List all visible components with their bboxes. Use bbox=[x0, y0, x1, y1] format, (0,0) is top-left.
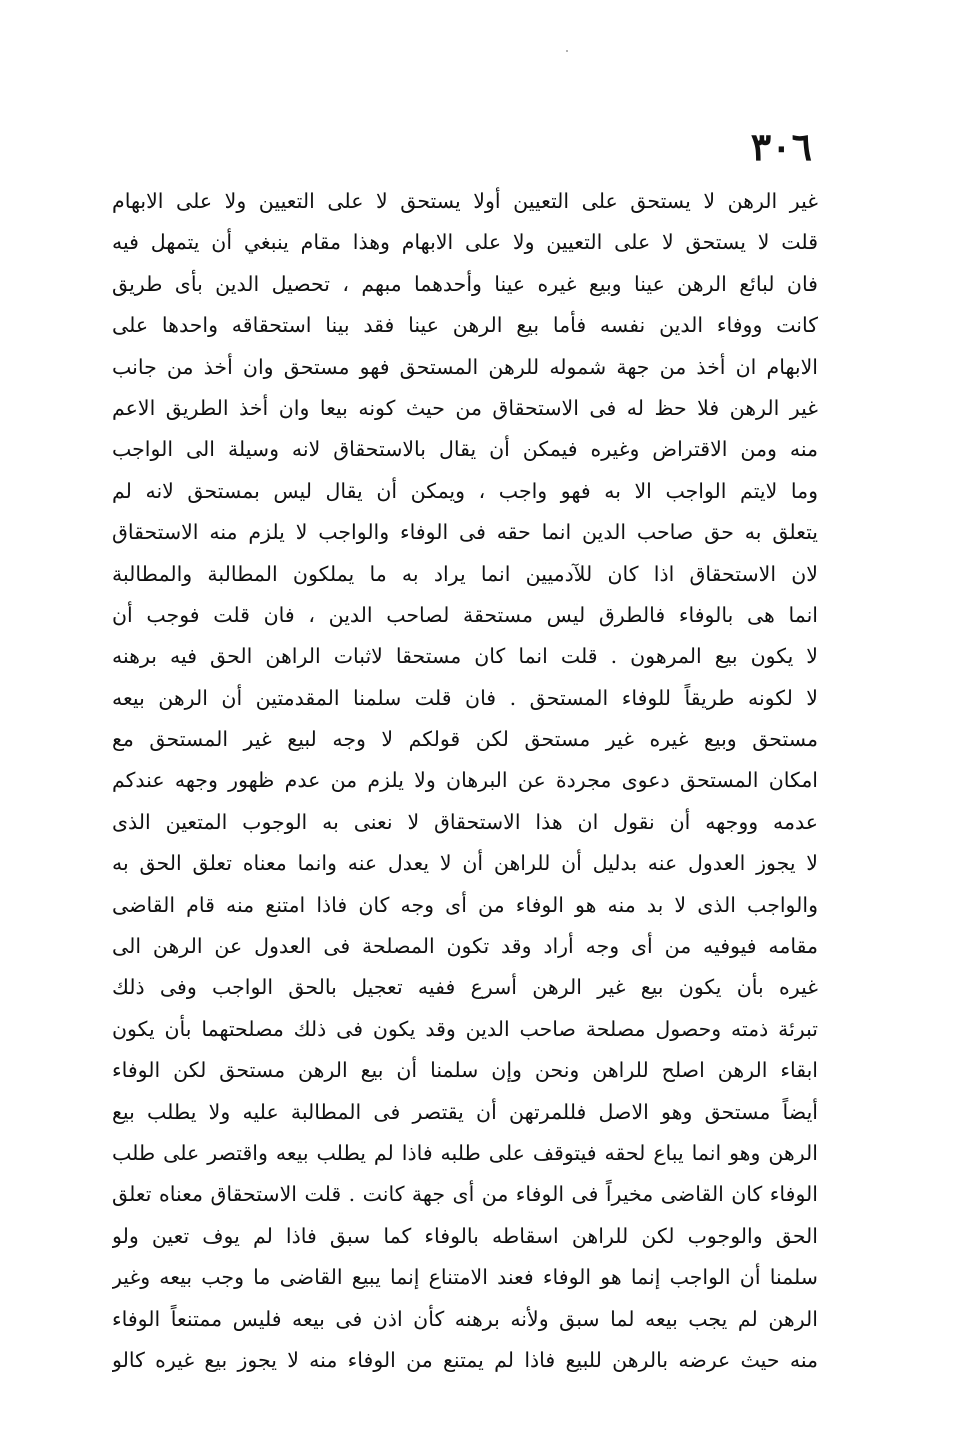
body-text bbox=[112, 181, 818, 1381]
text-line: يتعلق به حق صاحب الدين انما حقه فى الوفاء والواجب لا يلزم منه الاستحقاق bbox=[112, 520, 818, 545]
text-line: لا لكونه طريقاً للوفاء المستحق . فان قلت سلمنا المقدمتين أن الرهن بيعه bbox=[112, 685, 818, 710]
text-line: مقامه فيوفيه من أى وجه أراد وقد تكون المصلحة فى العدول عن الرهن الى bbox=[112, 934, 818, 959]
text-line: الرهن لم يجب بيعه لما سبق ولأنه برهنه كأن اذن فى بيعه فليس ممتنعاً الوفاء bbox=[112, 1306, 818, 1331]
text-line: وما لايتم الواجب الا به فهو واجب ، ويمكن أن يقال ليس بمستحق لانه لم bbox=[112, 478, 818, 503]
text-line: عدمه ووجهه أن نقول ان هذا الاستحقاق لا نعنى به الوجوب المتعين الذى bbox=[112, 809, 818, 834]
text-line: لان الاستحقاق اذا كان للآدميين انما يراد به ما يملكون المطالبة والمطالبة bbox=[112, 561, 818, 586]
text-line: قلت لا يستحق لا على التعيين ولا على الابهام وهذا مقام ينبغي أن يتمهل فيه bbox=[112, 230, 818, 255]
page-number: ٣٠٦ bbox=[750, 124, 812, 169]
scan-speck bbox=[566, 50, 568, 52]
text-line: غير الرهن فلا حظ له فى الاستحقاق من حيث كونه بيعا وان أخذ الطريق الاعم bbox=[112, 395, 818, 420]
text-line: منه حيث عرضه بالرهن للبيع فاذا لم يمتنع من الوفاء منه لا يجوز بيع غيره كالو bbox=[112, 1347, 818, 1372]
text-line: مستحق وبيع غيره غير مستحق لكن قولكم لا وجه لبيع غير المستحق مع bbox=[112, 727, 818, 752]
text-line: غير الرهن لا يستحق على التعيين أولا يستحق لا على التعيين ولا على الابهام bbox=[112, 189, 818, 213]
text-line: لا يكون بيع المرهون . قلت انما كان مستحقا لاثبات الراهن الحق فيه برهنه bbox=[112, 644, 818, 669]
text-line: أيضاً مستحق وهو الاصل فللمرتهن أن يقتصر فى المطالبة عليه ولا يطلب بيع bbox=[112, 1099, 818, 1124]
text-line: لا يجوز العدول عنه بدليل أن للراهن أن لا يعدل عنه وانما معناه تعلق الحق به bbox=[112, 851, 818, 876]
text-line: الوفاء كان القاضى مخيراً فى الوفاء من أى جهة كانت . قلت الاستحقاق معناه تعلق bbox=[112, 1182, 818, 1207]
text-line: انما هى بالوفاء فالطرق ليس مستحقة لصاحب الدين ، فان قلت فوجب أن bbox=[112, 602, 818, 627]
text-line: الرهن وهو انما يباع لحقه فيتوقف على طلبه فاذا لم يطلب بيعه واقتصر على طلب bbox=[112, 1140, 818, 1165]
text-line: ابقاء الرهن اصلح للراهن ونحن وإن سلمنا أن بيع الرهن مستحق لكن الوفاء bbox=[112, 1058, 818, 1083]
text-line: الحق والوجوب لكن للراهن اسقاطه بالوفاء كما سبق فاذا لم يوف تعين ولو bbox=[112, 1223, 818, 1248]
text-line: فان لبائع الرهن عينا وبيع غيره عينا وأحدهما مبهم ، تحصيل الدين بأى طريق bbox=[112, 271, 818, 296]
text-line: تبرئة ذمته وحصول مصلحة صاحب الدين وقد يكون فى ذلك مصلحتهما بأن يكون bbox=[112, 1016, 818, 1041]
text-line: سلمنا أن الواجب إنما هو الوفاء فعند الامتناع إنما يبيع القاضى ما وجب بيعه وغير bbox=[112, 1265, 818, 1290]
text-line: والواجب الذى لا بد منه هو الوفاء من أى وجه كان فاذا امتنع منه قام القاضى bbox=[112, 892, 818, 917]
text-line: الابهام ان أخذ من جهة شموله للرهن المستحق فهو مستحق وان أخذ من جانب bbox=[112, 354, 818, 379]
text-line: غيره بأن يكون بيع غير الرهن أسرع ففيه تعجيل بالحق الواجب وفى ذلك bbox=[112, 975, 818, 1000]
text-line: كانت ووفاء الدين نفسه فأما بيع الرهن عينا فقد بينا استحقاقه واحدها على bbox=[112, 313, 818, 338]
text-line: امكان المستحق دعوى مجردة عن البرهان ولا يلزم من عدم ظهور وجهه عندكم bbox=[112, 768, 818, 793]
text-line: منه ومن الاقتراض وغيره فيمكن أن يقال بالاستحقاق لانه وسيلة الى الواجب bbox=[112, 437, 818, 462]
